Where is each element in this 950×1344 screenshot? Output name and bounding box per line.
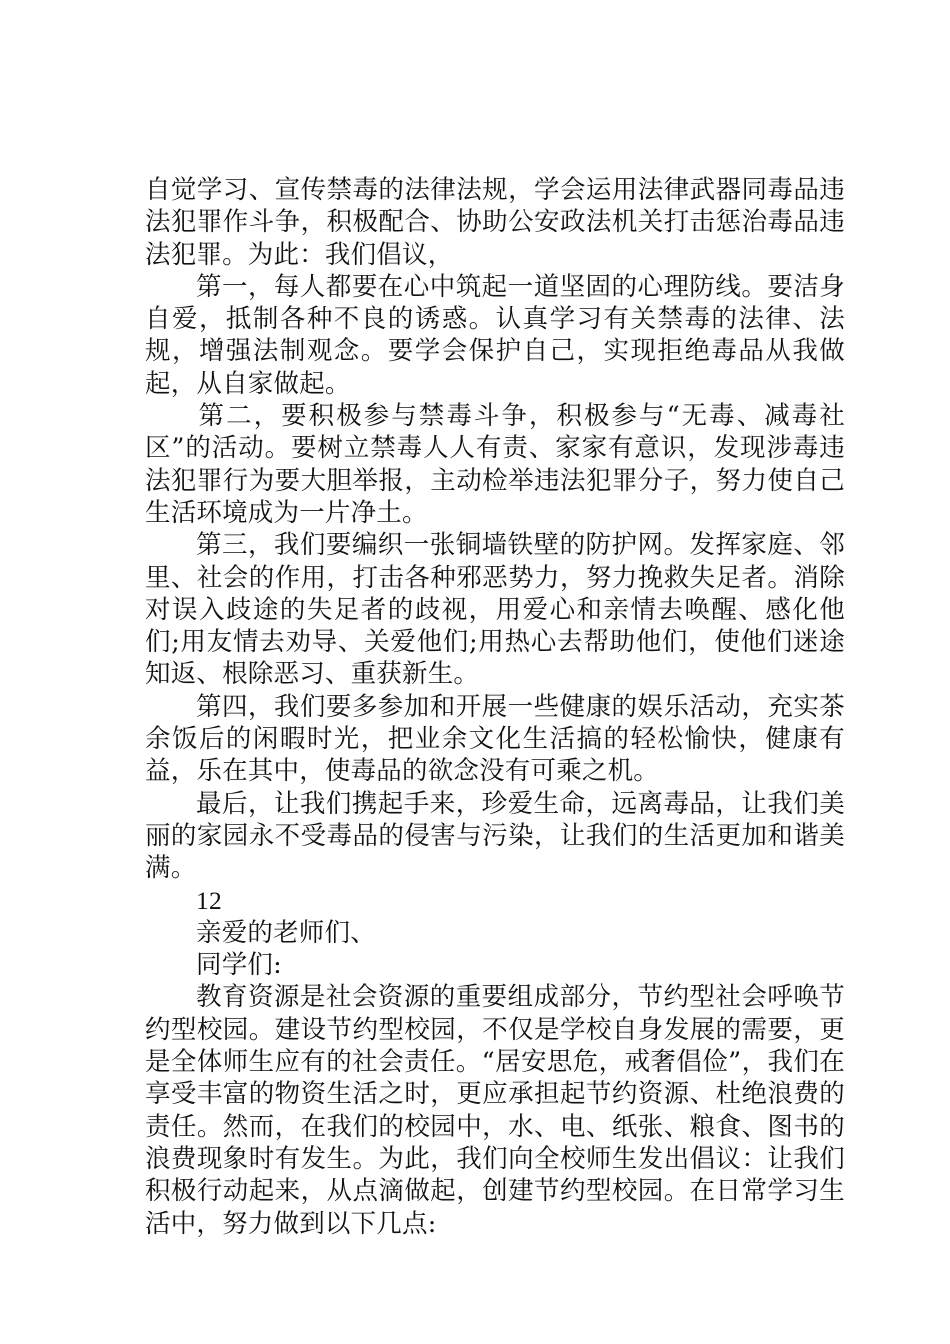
document-body — [145, 174, 845, 1240]
paragraph-closing: 最后，让我们携起手来，珍爱生命，远离毒品，让我们美丽的家园永不受毒品的侵害与污染，让我们的生活更加和谐美满。 — [145, 788, 845, 884]
paragraph-intro: 自觉学习、宣传禁毒的法律法规，学会运用法律武器同毒品违法犯罪作斗争，积极配合、协助公安政法机关打击惩治毒品违法犯罪。为此：我们倡议， — [145, 175, 845, 270]
salutation-teachers: 亲爱的老师们、 — [196, 917, 376, 948]
paragraph-third-proposal: 第三，我们要编织一张铜墙铁壁的防护网。发挥家庭、邻里、社会的作用，打击各种邪恶势力，努力挽救失足者。消除对误入歧途的失足者的歧视，用爱心和亲情去唤醒、感化他们;用友情去劝导、关爱他们;用热心去帮助他们，使他们迷途知返、根除恶习、重获新生。 — [145, 530, 845, 690]
section-number: 12 — [196, 885, 222, 915]
paragraph-second-proposal: 第二，要积极参与禁毒斗争，积极参与“无毒、减毒社区”的活动。要树立禁毒人人有责、家家有意识，发现涉毒违法犯罪行为要大胆举报，主动检举违法犯罪分子，努力使自己生活环境成为一片净土。 — [145, 401, 845, 528]
paragraph-education-resources: 教育资源是社会资源的重要组成部分，节约型社会呼唤节约型校园。建设节约型校园，不仅是学校自身发展的需要，更是全体师生应有的社会责任。“居安思危，戒奢倡俭”，我们在享受丰富的物资生活之时，更应承担起节约资源、杜绝浪费的责任。然而，在我们的校园中，水、电、纸张、粮食、图书的浪费现象时有发生。为此，我们向全校师生发出倡议：让我们积极行动起来，从点滴做起，创建节约型校园。在日常学习生活中，努力做到以下几点: — [145, 982, 845, 1239]
paragraph-first-proposal: 第一，每人都要在心中筑起一道坚固的心理防线。要洁身自爱，抵制各种不良的诱惑。认真学习有关禁毒的法律、法规，增强法制观念。要学会保护自己，实现拒绝毒品从我做起，从自家做起。 — [145, 271, 845, 399]
paragraph-fourth-proposal: 第四，我们要多参加和开展一些健康的娱乐活动，充实茶余饭后的闲暇时光，把业余文化生活搞的轻松愉快，健康有益，乐在其中，使毒品的欲念没有可乘之机。 — [145, 691, 845, 787]
salutation-students: 同学们: — [196, 950, 282, 981]
